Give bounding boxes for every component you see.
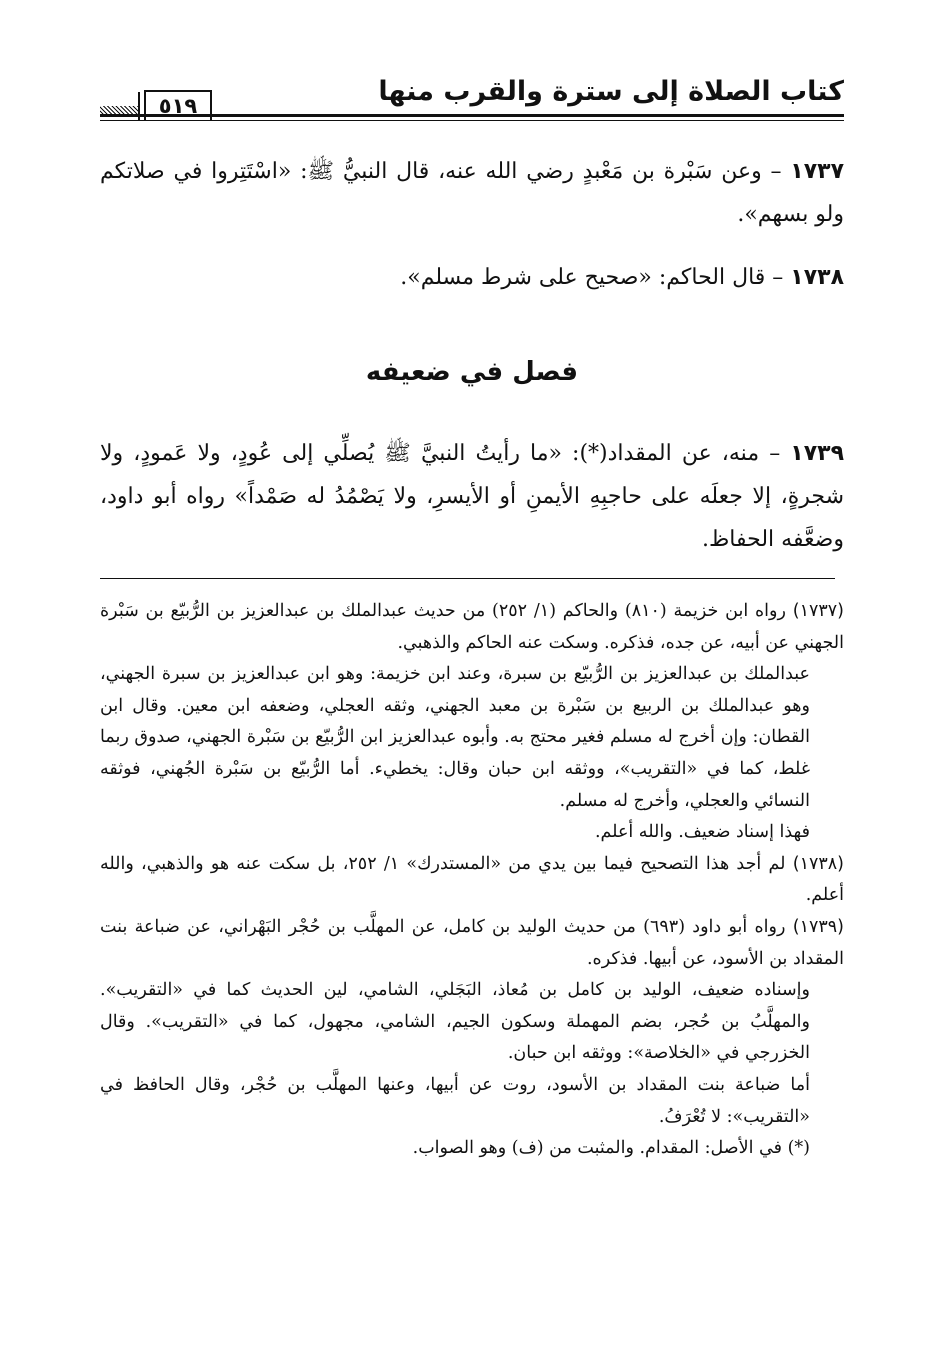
footnote-text: لم أجد هذا التصحيح فيما بين يدي من «المستدرك» ١/ ٢٥٢، بل سكت عنه هو والذهبي، والله أعلم. — [100, 853, 844, 906]
page-header — [100, 70, 844, 126]
footnote-continuation: وإسناده ضعيف، الوليد بن كامل بن مُعاذ، البَجَلي، الشامي، لين الحديث كما في «التقريب». والمهلَّبُ بن حُجر، بضم المهملة وسكون الجيم، الشامي، مجهول، كما في «التقريب». وقال الخزرجي في «الخلاصة»: ووثقه ابن حبان. — [100, 980, 810, 1064]
footnote-text: رواه أبو داود (٦٩٣) من حديث الوليد بن كامل، عن المهلَّب بن حُجْر البَهْراني، عن ضباعة بنت المقداد بن الأسود، عن أبيها. فذكره. — [100, 916, 844, 969]
footnote-number: (١٧٣٩) — [792, 916, 844, 937]
hadith-text: – وعن سَبْرة بن مَعْبدٍ رضي الله عنه، قال النبيُّ ﷺ: «اسْتَتِروا في صلاتكم ولو بسهم». — [100, 159, 844, 227]
hadith-number: ١٧٣٩ — [790, 441, 845, 466]
hadith-number: ١٧٣٧ — [790, 159, 844, 184]
hadith-text: – منه، عن المقداد(*): «ما رأيتُ النبيَّ ﷺ يُصلِّي إلى عُودٍ، ولا عَمودٍ، ولا شجرةٍ، إلا جعلَه على حاجبِهِ الأيمنِ أو الأيسرِ، ولا يَصْمُدُ له صَمْداً» رواه أبو داود، وضعَّفه الحفاظ. — [100, 441, 844, 552]
hadith-1739 — [100, 432, 844, 561]
main-text-weak — [100, 432, 844, 561]
hadith-text: – قال الحاكم: «صحيح على شرط مسلم». — [400, 265, 784, 290]
header-rule-thin — [100, 120, 844, 121]
footnote-number: (١٧٣٧) — [792, 601, 844, 621]
footnote-continuation: أما ضباعة بنت المقداد بن الأسود، روت عن أبيها، وعنها المهلَّب بن حُجْر، وقال الحافظ في «التقريب»: لا تُعْرَفُ. — [100, 1074, 810, 1127]
main-text — [100, 150, 844, 299]
running-title: كتاب الصلاة إلى سترة والقرب منها — [378, 76, 844, 107]
footnote-asterisk — [100, 1133, 844, 1165]
footnote-number: (١٧٣٨) — [792, 853, 844, 874]
page-number: ٥١٩ — [144, 90, 212, 120]
footnote-continuation: عبدالملك بن عبدالعزيز بن الرُّبيّع بن سبرة، وعند ابن خزيمة: وهو ابن عبدالعزيز بن سبرة الجهني، وهو عبدالملك بن الربيع بن سَبْرة بن معبد الجهني، وثقه العجلي، وضعفه ابن معين. وقال ابن القطان: وإن أخرج له مسلم فغير محتج به. وأبوه عبدالعزيز ابن الرُّبيّع بن سَبْرة الجهني، صدوق ربما غلط، كما في «التقريب»، ووثقه ابن حبان وقال: يخطيء. أما الرُّبيّع بن سَبْرة الجُهني، فوثقه النسائي والعجلي، وأخرج له مسلم. — [100, 664, 810, 811]
footnote-1738 — [100, 849, 844, 912]
footnote-separator — [100, 578, 835, 579]
header-rule — [100, 114, 844, 117]
hadith-1738 — [100, 256, 844, 299]
hadith-1737 — [100, 150, 844, 236]
section-heading: فصل في ضعيفه — [365, 357, 579, 387]
footnotes — [100, 596, 844, 1165]
footnote-number: (*) — [787, 1138, 810, 1159]
footnote-text: في الأصل: المقدام. والمثبت من (ف) وهو الصواب. — [412, 1138, 783, 1159]
footnote-1739 — [100, 912, 844, 975]
hadith-number: ١٧٣٨ — [790, 265, 844, 290]
footnote-continuation: فهذا إسناد ضعيف. والله أعلم. — [594, 822, 810, 843]
footnote-text: رواه ابن خزيمة (٨١٠) والحاكم (١/ ٢٥٢) من حديث عبدالملك بن عبدالعزيز بن الرُّبيّع بن سَبْرة الجهني عن أبيه، عن جده، فذكره. وسكت عنه الحاكم والذهبي. — [100, 601, 844, 653]
footnote-1737 — [100, 596, 844, 659]
